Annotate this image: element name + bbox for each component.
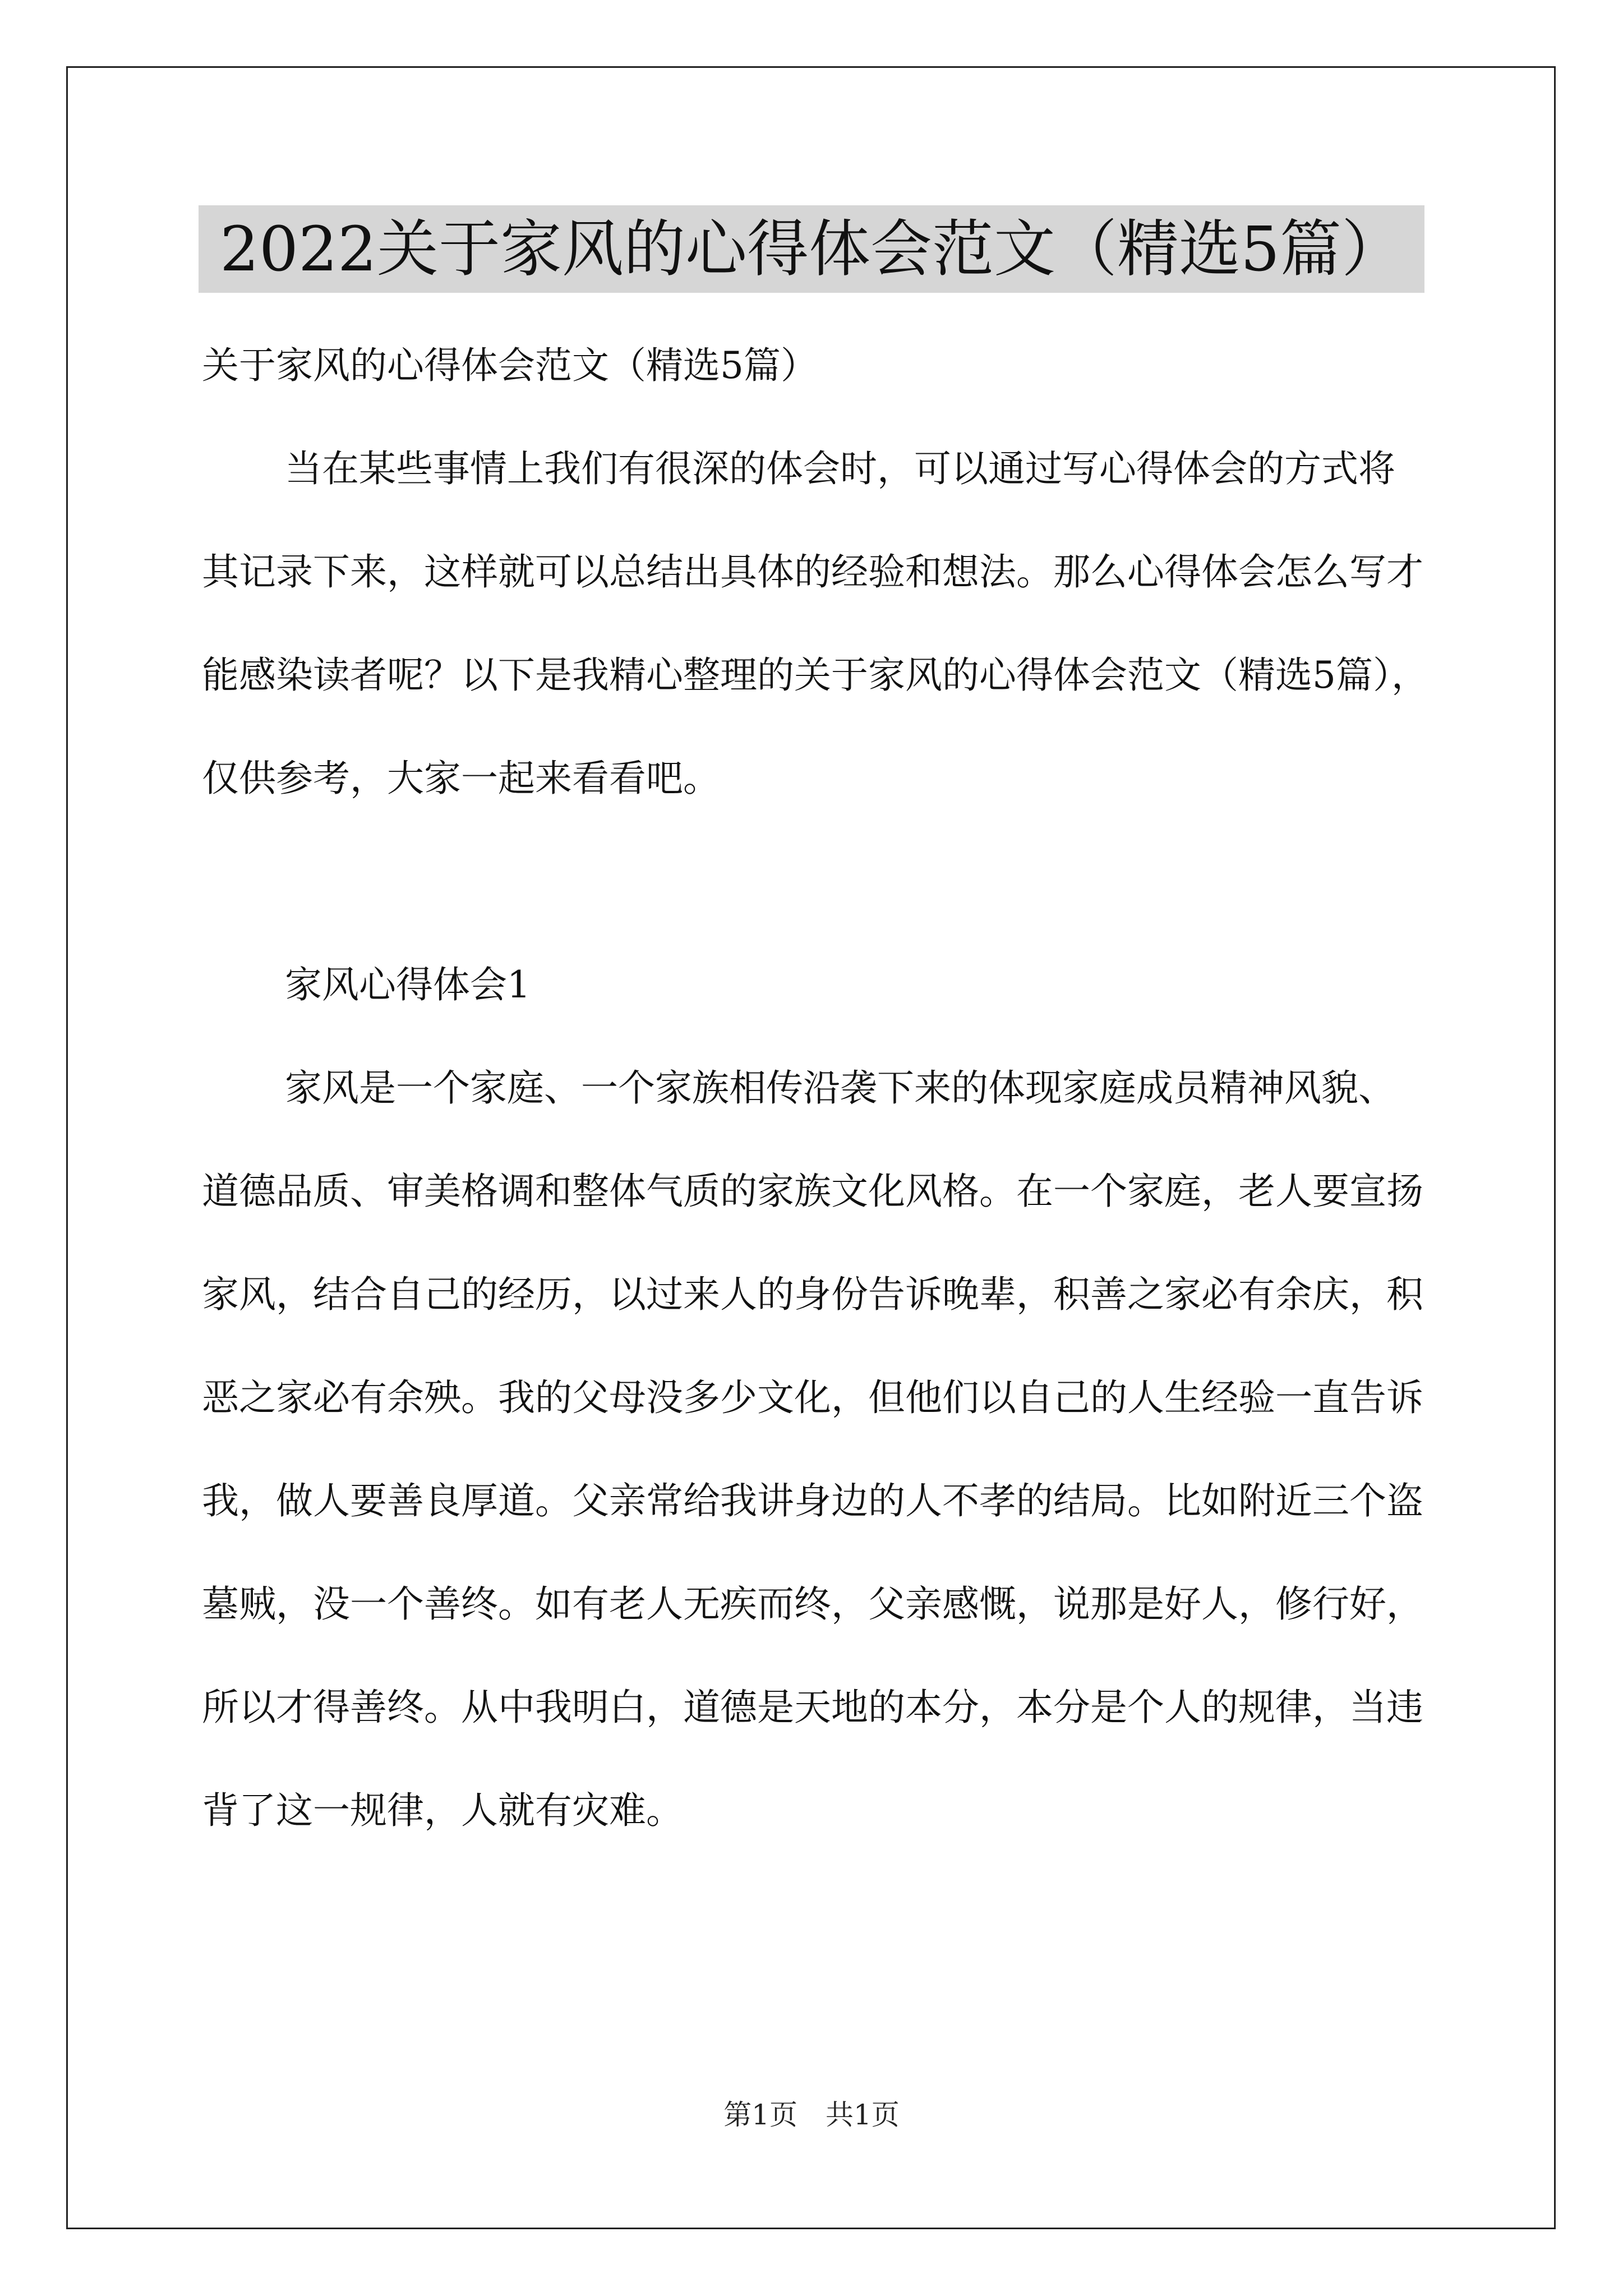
document-body [202, 314, 1430, 1862]
intro-paragraph: 当在某些事情上我们有很深的体会时，可以通过写心得体会的方式将其记录下来，这样就可以总结出具体的经验和想法。那么心得体会怎么写才能感染读者呢？以下是我精心整理的关于家风的心得体会范文（精选5篇），仅供参考，大家一起来看看吧。 [202, 447, 1428, 800]
section-paragraph: 家风是一个家庭、一个家族相传沿袭下来的体现家庭成员精神风貌、道德品质、审美格调和整体气质的家族文化风格。在一个家庭，老人要宣扬家风，结合自己的经历，以过来人的身份告诉晚辈，积善之家必有余庆，积恶之家必有余殃。我的父母没多少文化，但他们以自己的人生经验一直告诉我，做人要善良厚道。父亲常给我讲身边的人不孝的结局。比如附近三个盗墓贼，没一个善终。如有老人无疾而终，父亲感慨，说那是好人，修行好，所以才得善终。从中我明白，道德是天地的本分，本分是个人的规律，当违背了这一规律，人就有灾难。 [202, 1066, 1423, 1832]
paragraph-spacer [202, 830, 1430, 933]
section-heading: 家风心得体会1 [285, 963, 531, 1006]
title-container [0, 205, 1623, 293]
document-subtitle: 关于家风的心得体会范文（精选5篇） [202, 344, 818, 387]
document-title: 2022关于家风的心得体会范文（精选5篇） [199, 205, 1424, 293]
page-footer: 第1页 共1页 [723, 2099, 900, 2131]
